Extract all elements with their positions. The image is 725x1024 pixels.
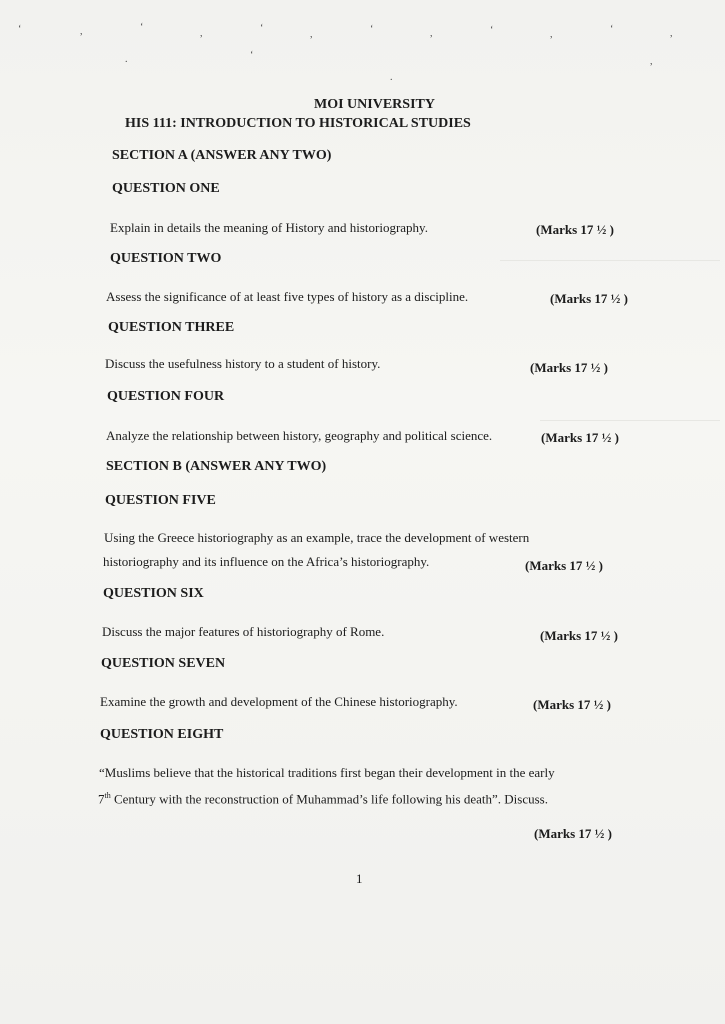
question-three-title: QUESTION THREE	[108, 320, 235, 335]
question-five-title: QUESTION FIVE	[105, 493, 216, 508]
question-five-text-line1: Using the Greece historiography as an example, trace the development of western	[104, 530, 530, 545]
course-title: HIS 111: INTRODUCTION TO HISTORICAL STUDIES	[125, 116, 471, 131]
question-five-text-line2: historiography and its influence on the Africa’s historiography.	[103, 554, 430, 569]
question-four-title: QUESTION FOUR	[107, 389, 225, 404]
question-two-title: QUESTION TWO	[110, 251, 222, 266]
question-three-text: Discuss the usefulness history to a student of history.	[105, 356, 381, 371]
ordinal-number: 7	[98, 791, 105, 807]
question-six-title: QUESTION SIX	[103, 586, 204, 601]
question-one-text: Explain in details the meaning of History and historiography.	[110, 220, 428, 235]
bleed-through-line	[500, 260, 720, 261]
section-b-heading: SECTION B (ANSWER ANY TWO)	[106, 459, 327, 474]
question-four-marks: (Marks 17 ½ )	[541, 430, 619, 445]
question-eight-marks: (Marks 17 ½ )	[534, 826, 612, 841]
page-number: 1	[356, 871, 363, 886]
question-two-text: Assess the significance of at least five types of history as a discipline.	[106, 289, 469, 304]
question-six-text: Discuss the major features of historiography of Rome.	[102, 624, 385, 639]
scan-specks: ‘ , ‘ , ‘ , ‘ , ‘ , ‘ , . ‘ . ,	[18, 22, 673, 83]
question-four-text: Analyze the relationship between history, geography and political science.	[106, 428, 493, 443]
question-three-marks: (Marks 17 ½ )	[530, 360, 608, 375]
question-eight-title: QUESTION EIGHT	[100, 727, 224, 742]
question-one-title: QUESTION ONE	[112, 181, 220, 196]
question-seven-marks: (Marks 17 ½ )	[533, 697, 611, 712]
question-eight-text-line1: “Muslims believe that the historical traditions first began their development in the early	[99, 765, 555, 780]
question-six-marks: (Marks 17 ½ )	[540, 628, 618, 643]
question-one-marks: (Marks 17 ½ )	[536, 222, 614, 237]
ordinal-suffix: th	[104, 791, 111, 800]
question-two-marks: (Marks 17 ½ )	[550, 291, 628, 306]
question-seven-title: QUESTION SEVEN	[101, 656, 226, 671]
section-a-heading: SECTION A (ANSWER ANY TWO)	[112, 148, 332, 163]
question-seven-text: Examine the growth and development of the Chinese historiography.	[100, 694, 458, 709]
question-eight-text-line2	[98, 791, 548, 807]
university-name: MOI UNIVERSITY	[314, 97, 435, 112]
question-five-marks: (Marks 17 ½ )	[525, 558, 603, 573]
question-eight-text-line2-rest: Century with the reconstruction of Muhammad’s life following his death”. Discuss.	[110, 791, 548, 807]
bleed-through-line	[540, 420, 720, 421]
